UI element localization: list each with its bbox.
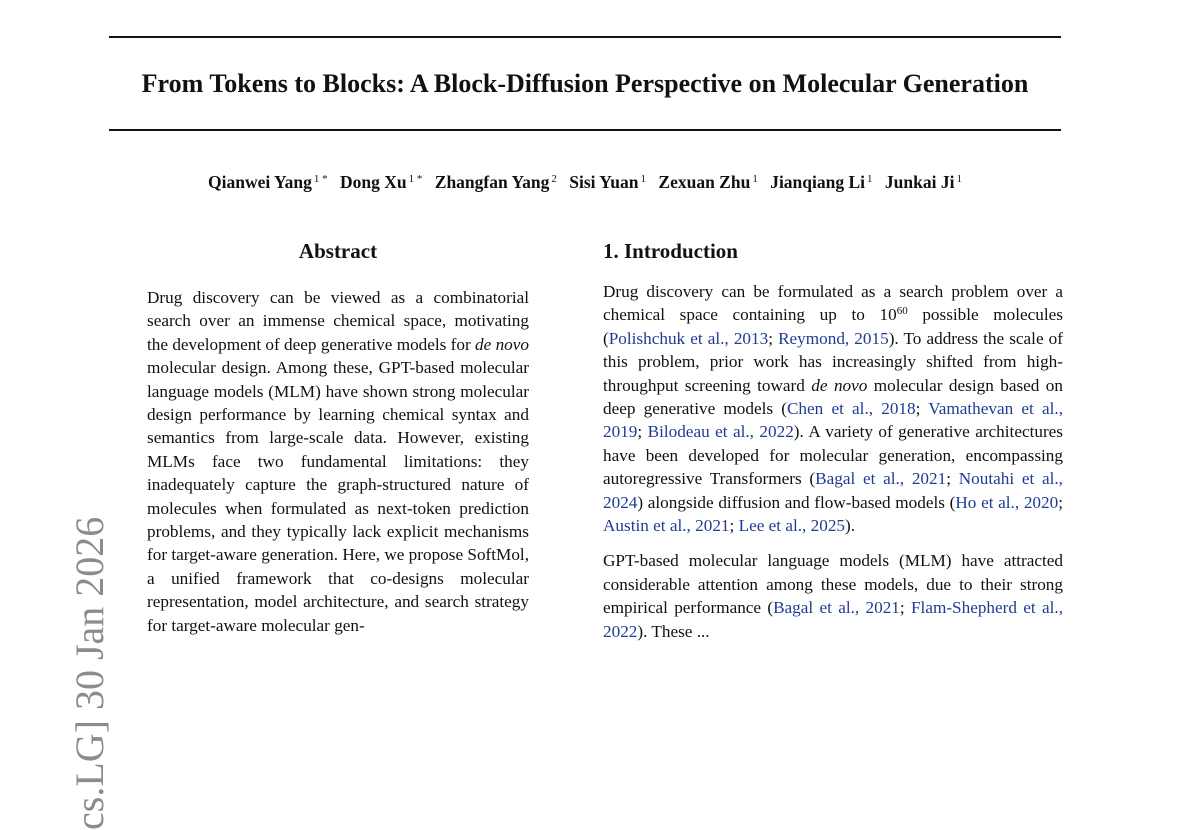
title-bottom-rule bbox=[109, 129, 1061, 131]
text-segment: ). To address the scale of this problem, prior work has increasingly shifted from high-throughput screening toward bbox=[603, 328, 1063, 395]
text-segment: ; bbox=[915, 399, 929, 419]
introduction-paragraph-2 bbox=[603, 549, 1063, 643]
text-segment: ; bbox=[768, 328, 779, 348]
italic-term: de novo bbox=[811, 375, 868, 395]
citation-link[interactable]: Bagal et al., 2021 bbox=[815, 469, 947, 489]
abstract-text-segment: molecular design. Among these, GPT-based molecular language models (MLM) have shown strong molecular design performance by learning chemical syntax and semantics from large-scale data. However, existing MLMs face two fundamental limitations: they inadequately capture the graph-structured nature of molecules when formulated as next-token prediction problems, and they typically lack explicit mechanisms for target-aware generation. Here, we propose SoftMol, a unified framework that co-designs molecular representation, model architecture, and search strategy for target-aware molecular gen- bbox=[147, 358, 529, 635]
author-name: Zexuan Zhu bbox=[658, 172, 751, 192]
citation-link[interactable]: Chen et al., 2018 bbox=[786, 399, 916, 419]
introduction-paragraph-1 bbox=[603, 280, 1063, 537]
text-segment: ). A variety of generative architectures have been developed for molecular generation, encompassing autoregressive Transformers ( bbox=[603, 422, 1063, 489]
author-affiliation: 2 bbox=[551, 173, 557, 185]
exponent: 60 bbox=[896, 305, 908, 318]
text-segment: possible molecules ( bbox=[603, 305, 1063, 348]
author-name: Dong Xu bbox=[340, 172, 407, 192]
abstract-italic-term: de novo bbox=[475, 334, 529, 354]
text-segment: ; bbox=[946, 469, 959, 489]
introduction-heading: 1. Introduction bbox=[603, 239, 738, 263]
citation-link[interactable]: Lee et al., 2025 bbox=[738, 516, 846, 536]
author bbox=[885, 172, 962, 192]
author bbox=[770, 172, 872, 192]
author-affiliation: 1 * bbox=[313, 173, 328, 185]
text-segment: ; bbox=[637, 422, 648, 442]
text-segment: ; bbox=[899, 598, 911, 618]
citation-link[interactable]: Noutahi et al., 2024 bbox=[603, 469, 1063, 512]
author-name: Sisi Yuan bbox=[569, 172, 639, 192]
author-name: Qianwei Yang bbox=[208, 172, 312, 192]
introduction-body bbox=[603, 280, 1063, 655]
text-segment: ). These ... bbox=[637, 621, 710, 641]
author-name: Zhangfan Yang bbox=[434, 172, 550, 192]
citation-link[interactable]: Vamathevan et al., 2019 bbox=[603, 399, 1063, 442]
citation-link[interactable]: Bilodeau et al., 2022 bbox=[647, 422, 794, 442]
author bbox=[569, 172, 646, 192]
citation-link[interactable]: Austin et al., 2021 bbox=[603, 516, 730, 536]
arxiv-side-stamp: cs.LG] 30 Jan 2026 bbox=[67, 516, 112, 830]
author bbox=[658, 172, 757, 192]
text-segment: GPT-based molecular language models (MLM) have attracted considerable attention among these models, due to their strong empirical performance ( bbox=[603, 551, 1063, 618]
author-affiliation: 1 bbox=[956, 173, 962, 185]
abstract-text-segment: Drug discovery can be viewed as a combinatorial search over an immense chemical space, motivating the development of deep generative models for bbox=[147, 288, 529, 354]
author-list bbox=[109, 172, 1061, 193]
abstract-text bbox=[147, 286, 529, 637]
citation-link[interactable]: Bagal et al., 2021 bbox=[773, 598, 900, 618]
author-affiliation: 1 bbox=[867, 173, 873, 185]
author-affiliation: 1 * bbox=[408, 173, 423, 185]
paper-title: From Tokens to Blocks: A Block-Diffusion Perspective on Molecular Generation bbox=[141, 69, 1029, 98]
author bbox=[435, 172, 557, 192]
author bbox=[208, 172, 328, 192]
author-affiliation: 1 bbox=[640, 173, 647, 185]
citation-link[interactable]: Flam-Shepherd et al., 2022 bbox=[603, 598, 1063, 641]
text-segment: ). bbox=[845, 516, 856, 536]
author-name: Junkai Ji bbox=[884, 172, 955, 192]
citation-link[interactable]: Ho et al., 2020 bbox=[955, 492, 1059, 512]
citation-link[interactable]: Reymond, 2015 bbox=[778, 328, 889, 348]
text-segment: ; bbox=[729, 516, 739, 536]
citation-link[interactable]: Polishchuk et al., 2013 bbox=[608, 328, 769, 348]
author-affiliation: 1 bbox=[752, 173, 758, 185]
text-segment: ; bbox=[1058, 492, 1063, 512]
text-segment: Drug discovery can be formulated as a search problem over a chemical space containing up to 10 bbox=[603, 282, 1063, 325]
author-name: Jianqiang Li bbox=[770, 172, 866, 192]
text-segment: ) alongside diffusion and flow-based models ( bbox=[637, 492, 956, 512]
abstract-heading: Abstract bbox=[298, 239, 378, 263]
text-segment: molecular design based on deep generative models ( bbox=[603, 375, 1063, 419]
author bbox=[340, 172, 422, 192]
title-top-rule bbox=[109, 36, 1061, 38]
